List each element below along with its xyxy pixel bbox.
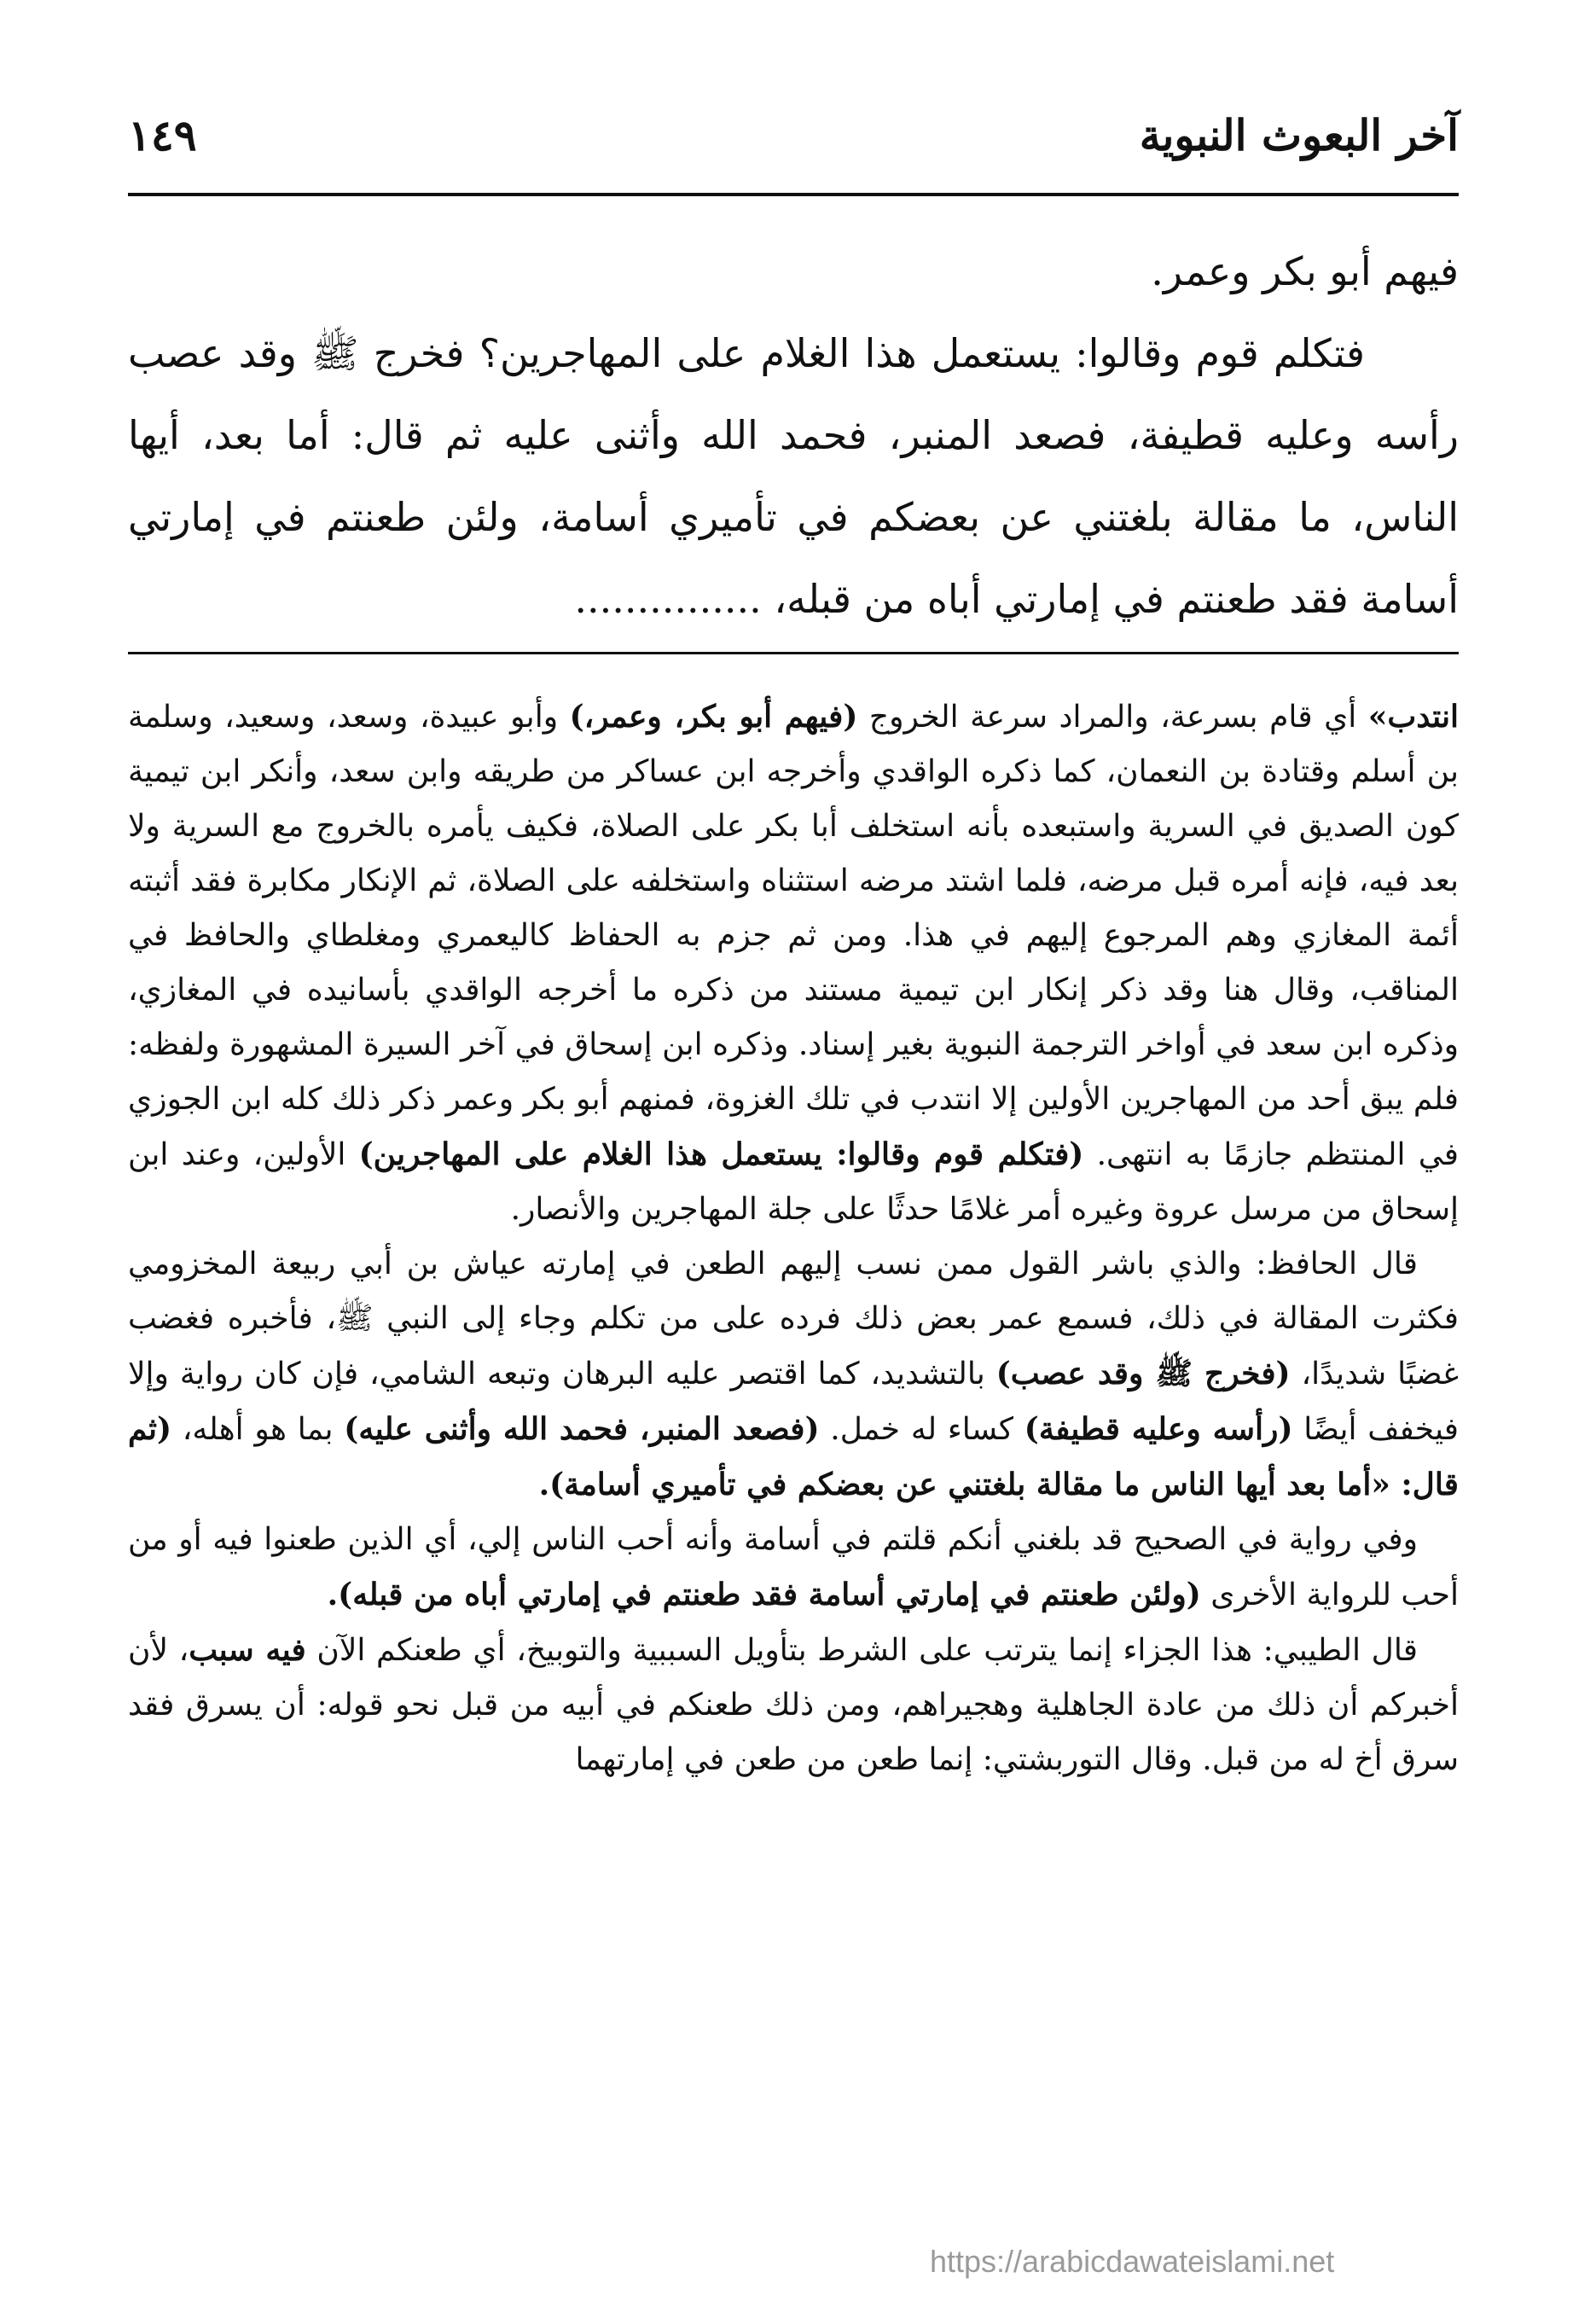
running-title: آخر البعوث النبوية <box>1139 109 1459 160</box>
quoted-text: (فتكلم قوم وقالوا: يستعمل هذا الغلام على المهاجرين) <box>358 1136 1084 1172</box>
commentary-text: كساء له خمل. <box>819 1412 1024 1447</box>
main-paragraph-1: فيهم أبو بكر وعمر. <box>1151 248 1459 294</box>
watermark: https://arabicdawateislami.net <box>930 2244 1335 2279</box>
quoted-text: (ولئن طعنتم في إمارتي أسامة فقد طعنتم في إمارتي أباه من قبله) <box>338 1577 1201 1612</box>
quoted-text: فيه سبب <box>189 1632 306 1668</box>
commentary-text: وفي رواية في الصحيح قد بلغني أنكم قلتم في أسامة وأنه أحب الناس إلي، أي الذين طعنوا فيه أو من أحب للرواية الأخرى <box>128 1522 1459 1612</box>
commentary-text: . <box>327 1577 339 1612</box>
commentary-divider <box>128 652 1459 654</box>
quoted-text: (فصعد المنبر، فحمد الله وأثنى عليه) <box>344 1411 820 1447</box>
commentary-text: قال الطيبي: هذا الجزاء إنما يترتب على الشرط بتأويل السببية والتوبيخ، أي طعنكم الآن <box>305 1633 1418 1668</box>
quoted-text: (فخرج ﷺ وقد عصب) <box>995 1356 1291 1391</box>
commentary-paragraph-3 <box>128 1513 1459 1623</box>
commentary-text: . <box>538 1467 550 1502</box>
page-header <box>128 101 1459 169</box>
quoted-text: (رأسه وعليه قطيفة) <box>1024 1411 1293 1447</box>
page-number: ١٤٩ <box>128 109 197 160</box>
commentary-paragraph-1 <box>128 689 1459 1237</box>
quoted-text: (ثم قال: «أما بعد أيها الناس ما مقالة بلغتني عن بعضكم في تأميري أسامة) <box>128 1411 1459 1502</box>
commentary-text: بالتشديد، كما اقتصر عليه البرهان وتبعه الشامي، فإن كان رواية وإلا فيخفف أيضًا <box>128 1357 1460 1447</box>
commentary-text: الأولين، وعند ابن إسحاق من مرسل عروة وغيره أمر غلامًا حدثًا على جلة المهاجرين والأنصار. <box>128 1137 1459 1227</box>
commentary-paragraph-4 <box>128 1623 1459 1787</box>
commentary-text: ، لأن أخبركم أن ذلك من عادة الجاهلية وهجيراهم، ومن ذلك طعنكم في أبيه من قبل نحو قوله: أن يسرق فقد سرق أخ له من قبل. وقال التوربشتي: إنما طعن من طعن في إمارتهما <box>128 1633 1459 1777</box>
commentary-text: وأبو عبيدة، وسعد، وسعيد، وسلمة بن أسلم وقتادة بن النعمان، كما ذكره الواقدي وأخرجه ابن عساكر من طريقه وابن سعد، وأنكر ابن تيمية كون الصديق في السرية واستبعده بأنه استخلف أبا بكر على الصلاة، فكيف يأمره بالخروج مع السرية ولا بعد فيه، فإنه أمره قبل مرضه، فلما اشتد مرضه استثناه واستخلفه على الصلاة، ثم الإنكار مكابرة فقد أثبته أئمة المغازي وهم المرجوع إليهم في هذا. ومن ثم جزم به الحفاظ كاليعمري ومغلطاي والحافظ في المناقب، وقال هنا وقد ذكر إنكار ابن تيمية مستند من ذكره ما أخرجه الواقدي بأسانيده في المغازي، وذكره ابن سعد في أواخر الترجمة النبوية بغير إسناد. وذكره ابن إسحاق في آخر السيرة المشهورة ولفظه: فلم يبق أحد من المهاجرين الأولين إلا انتدب في تلك الغزوة، فمنهم أبو بكر وعمر ذكر ذلك كله ابن الجوزي في المنتظم جازمًا به انتهى. <box>128 700 1460 1172</box>
commentary-text: أي قام بسرعة، والمراد سرعة الخروج <box>857 700 1368 735</box>
quoted-text: انتدب» <box>1367 699 1459 735</box>
main-paragraph-2: فتكلم قوم وقالوا: يستعمل هذا الغلام على المهاجرين؟ فخرج ﷺ وقد عصب رأسه وعليه قطيفة، فصعد المنبر، فحمد الله وأثنى عليه ثم قال: أما بعد، أيها الناس، ما مقالة بلغتني عن بعضكم في تأميري أسامة، ولئن طعنتم في إمارتي أسامة فقد طعنتم في إمارتي أباه من قبله، ............... <box>128 330 1459 622</box>
main-text <box>128 230 1459 640</box>
commentary-paragraph-2 <box>128 1237 1459 1513</box>
commentary-text: قال الحافظ: والذي باشر القول ممن نسب إليهم الطعن في إمارته عياش بن أبي ربيعة المخزومي فكثرت المقالة في ذلك، فسمع عمر بعض ذلك فرده على من تكلم وجاء إلى النبي ﷺ، فأخبره فغضب غضبًا شديدًا، <box>128 1246 1459 1391</box>
header-rule <box>128 193 1459 196</box>
quoted-text: (فيهم أبو بكر، وعمر،) <box>569 699 858 735</box>
commentary <box>128 689 1459 1787</box>
commentary-text: بما هو أهله، <box>171 1412 345 1447</box>
